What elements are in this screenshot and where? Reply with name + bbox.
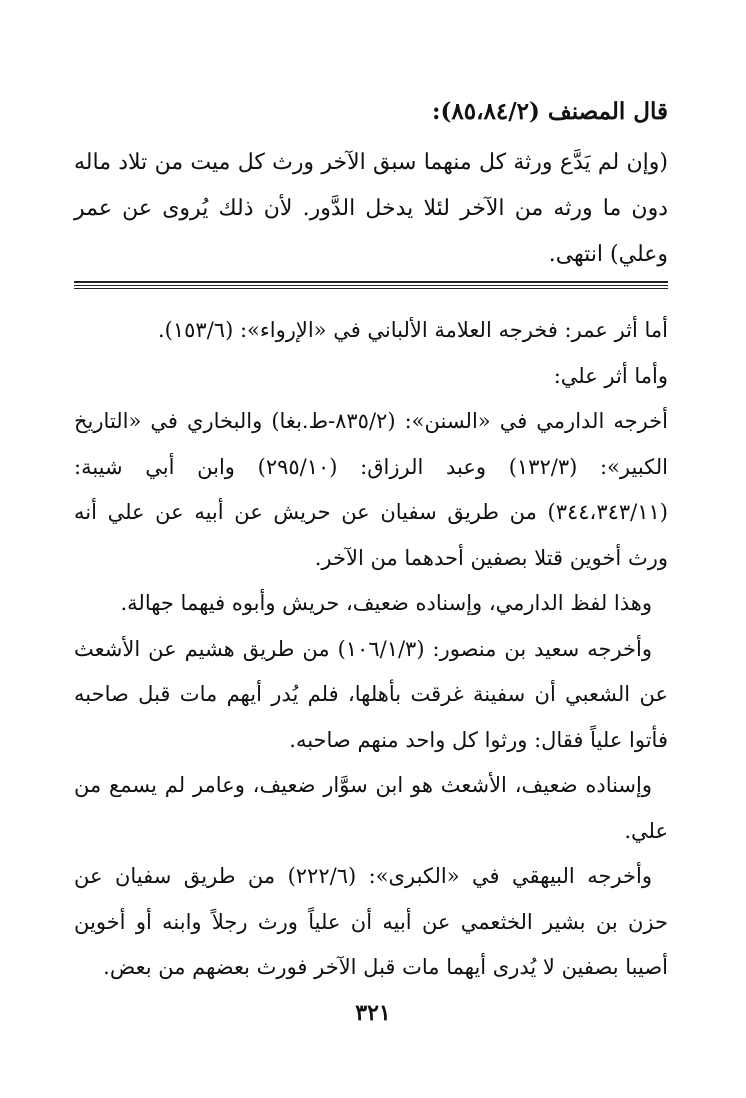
page-number: ٣٢١ [355,1000,391,1026]
note-paragraph: أما أثر عمر: فخرجه العلامة الألباني في «الإرواء»: (١٥٣/٦). [158,318,668,342]
separator-rule [74,285,668,286]
note-paragraph: وهذا لفظ الدارمي، وإسناده ضعيف، حريش وأبوه فيهما جهالة. [120,591,652,615]
author-quote: (وإن لم يَدَّع ورثة كل منهما سبق الآخر ورث كل ميت من تلاد ماله دون ما ورثه من الآخر لئلا يدخل الدَّور. لأن ذلك يُروى عن عمر وعلي) انتهى. [74,150,668,267]
separator-rule [74,281,668,283]
note-paragraph: وأما أثر علي: [553,363,668,388]
note-paragraph: وأخرجه سعيد بن منصور: (١٠٦/١/٣) من طريق هشيم عن الأشعث عن الشعبي أن سفينة غرقت بأهلها، فلم يُدر أيهم مات قبل صاحبه فأتوا علياً فقال: ورثوا كل واحد منهم صاحبه. [74,636,668,752]
note-paragraph: وأخرجه البيهقي في «الكبرى»: (٢٢٢/٦) من طريق سفيان عن حزن بن بشير الخثعمي عن أبيه أن علياً ورث رجلاً وابنه أو أخوين أصيبا بصفين لا يُدرى أيهما مات قبل الآخر فورث بعضهم من بعض. [74,864,668,979]
note-paragraph: وإسناده ضعيف، الأشعث هو ابن سوَّار ضعيف، وعامر لم يسمع من علي. [74,773,668,843]
section-heading: قال المصنف (٨٥،٨٤/٢): [432,98,668,125]
note-paragraph: أخرجه الدارمي في «السنن»: (٨٣٥/٢-ط.بغا) والبخاري في «التاريخ الكبير»: (١٣٢/٣) وعبد الرزاق: (٢٩٥/١٠) وابن أبي شيبة: (٣٤٤،٣٤٣/١١) من طريق سفيان عن حريش عن أبيه عن علي أنه ورث أخوين قتلا بصفين أحدهما من الآخر. [74,409,668,570]
footnotes [74,308,668,991]
separator-rule [74,288,668,289]
